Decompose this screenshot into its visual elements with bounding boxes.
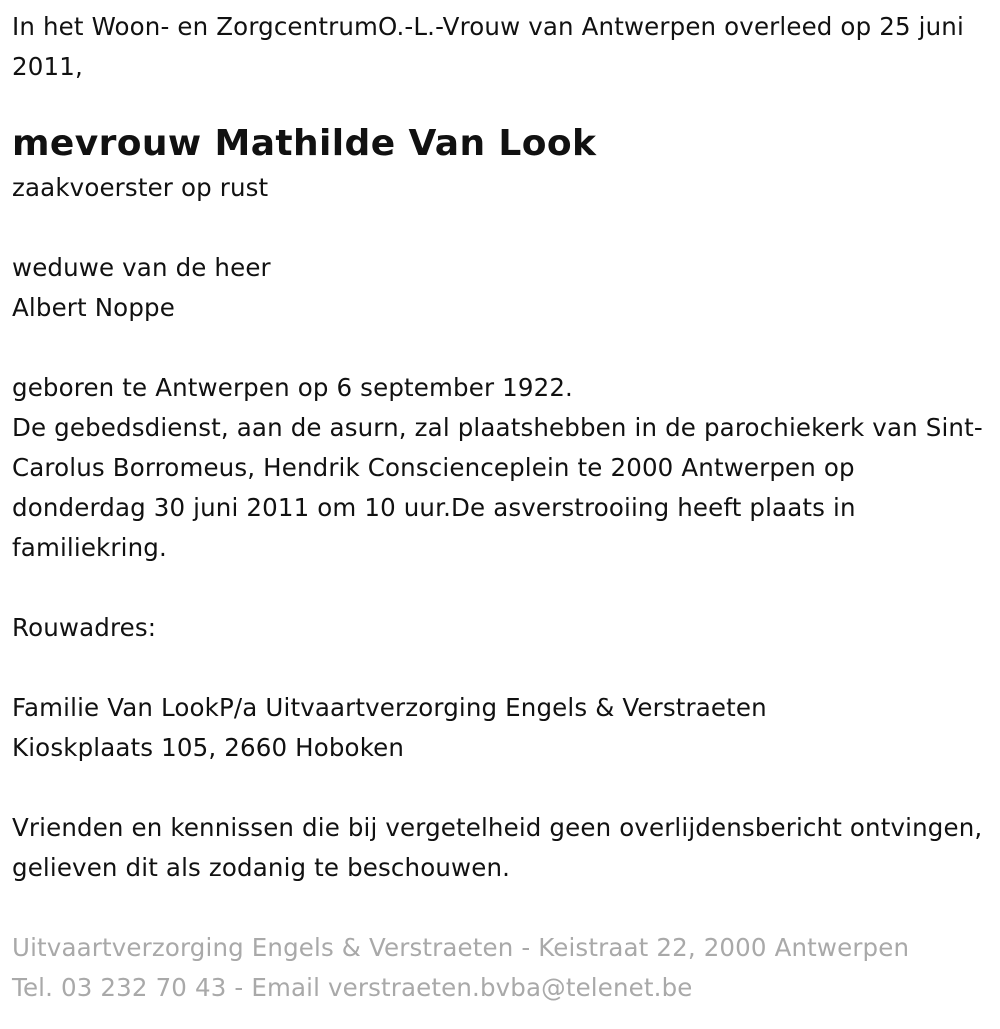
- address-line-1: Familie Van LookP/a Uitvaartverzorging Engels & Verstraeten: [12, 693, 767, 722]
- closing-text: Vrienden en kennissen die bij vergetelheid geen overlijdensbericht ontvingen, gelieven dit als zodanig te beschouwen.: [12, 813, 983, 882]
- address-label: Rouwadres:: [12, 613, 157, 642]
- spouse-name: Albert Noppe: [12, 293, 175, 322]
- intro-text: In het Woon- en ZorgcentrumO.-L.-Vrouw van Antwerpen overleed op 25 juni 2011,: [12, 12, 964, 81]
- birth-text: geboren te Antwerpen op 6 september 1922.: [12, 373, 573, 402]
- address-line-2: Kioskplaats 105, 2660 Hoboken: [12, 733, 405, 762]
- widow-of-text: weduwe van de heer: [12, 253, 271, 282]
- spacer: [12, 888, 988, 928]
- occupation-text: zaakvoerster op rust: [12, 173, 269, 202]
- spacer: [12, 768, 988, 808]
- footer-line-1: Uitvaartverzorging Engels & Verstraeten - Keistraat 22, 2000 Antwerpen: [12, 933, 910, 962]
- spacer: [12, 648, 988, 688]
- footer-line-2: Tel. 03 232 70 43 - Email verstraeten.bvba@telenet.be: [12, 973, 693, 1002]
- deceased-name: mevrouw Mathilde Van Look: [12, 123, 597, 164]
- service-text: De gebedsdienst, aan de asurn, zal plaatshebben in de parochiekerk van Sint-Carolus Borromeus, Hendrik Conscienceplein te 2000 Antwerpen op donderdag 30 juni 2011 om 10 uur.De asverstrooiing heeft plaats in familiekring.: [12, 413, 983, 562]
- spacer: [12, 208, 988, 248]
- spacer: [12, 328, 988, 368]
- spacer: [12, 568, 988, 608]
